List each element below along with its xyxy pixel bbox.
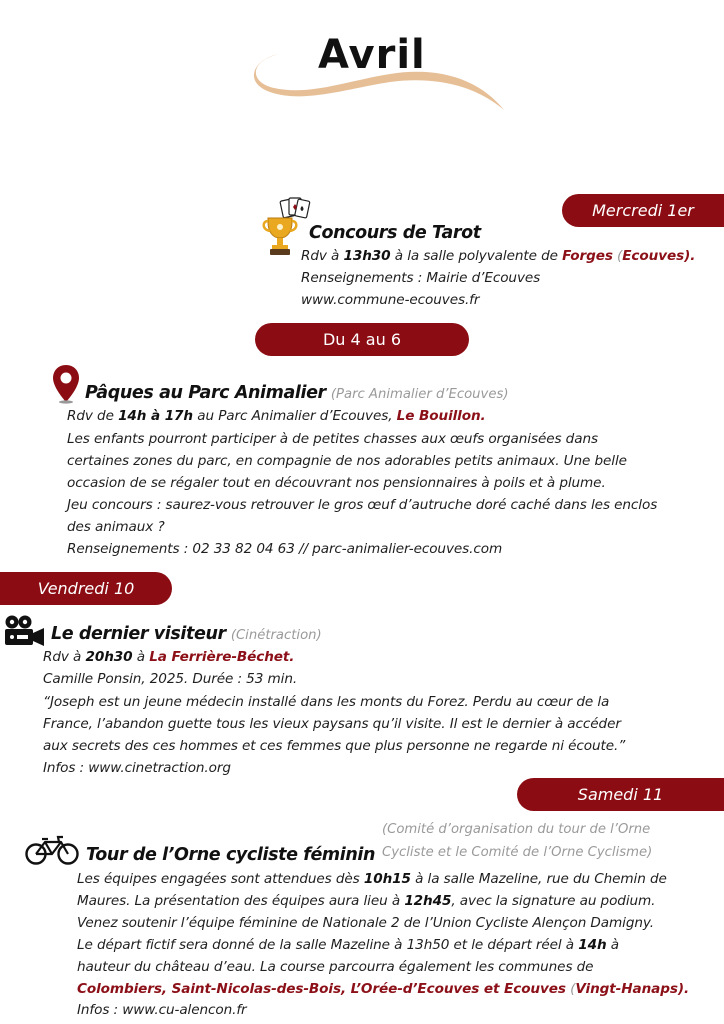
bicycle-icon xyxy=(25,834,79,866)
event-tour-line-2: Maures. La présentation des équipes aura lieu à 12h45, avec la signature au podium. xyxy=(77,893,656,909)
event-paques-line-3: certaines zones du parc, en compagnie de nos adorables petits animaux. Une belle xyxy=(67,453,627,469)
event-header-paques xyxy=(85,383,508,403)
event-organizer-tour-1: (Comité d’organisation du tour de l’Orne xyxy=(382,822,651,837)
date-pill-samedi: Samedi 11 xyxy=(517,778,724,811)
event-tarot-line-2: Renseignements : Mairie d’Ecouves xyxy=(301,270,541,286)
event-paques-line-2: Les enfants pourront participer à de petites chasses aux œufs organisées dans xyxy=(67,431,598,447)
movie-camera-icon xyxy=(2,614,46,650)
event-tour-line-4: Le départ fictif sera donné de la salle Mazeline à 13h50 et le départ réel à 14h à xyxy=(77,937,620,953)
map-pin-icon xyxy=(52,364,80,404)
event-paques-line-7: Renseignements : 02 33 82 04 63 // parc-animalier-ecouves.com xyxy=(67,541,503,557)
month-title: Avril xyxy=(318,32,426,78)
date-pill-vendredi: Vendredi 10 xyxy=(0,572,172,605)
event-visiteur-line-6: Infos : www.cinetraction.org xyxy=(43,760,231,776)
event-paques-line-6: des animaux ? xyxy=(67,519,165,535)
event-title-paques: Pâques au Parc Animalier xyxy=(85,383,326,403)
event-title-visiteur: Le dernier visiteur xyxy=(51,624,226,644)
event-paques-line-4: occasion de se régaler tout en découvrant nos pensionnaires à poils et à plume. xyxy=(67,475,606,491)
event-visiteur-line-2: Camille Ponsin, 2025. Durée : 53 min. xyxy=(43,671,298,687)
event-tour-line-7: Infos : www.cu-alencon.fr xyxy=(77,1002,247,1018)
event-visiteur-line-4: France, l’abandon guette tous les vieux paysans qu’il visite. Il est le dernier à accéder xyxy=(43,716,621,732)
event-tarot-line-3: www.commune-ecouves.fr xyxy=(301,292,480,308)
event-organizer-visiteur: (Cinétraction) xyxy=(230,628,322,643)
event-tarot-line-1: Rdv à 13h30 à la salle polyvalente de Forges (Ecouves). xyxy=(301,248,696,264)
event-organizer-tour-2: Cycliste et le Comité de l’Orne Cyclisme) xyxy=(382,845,653,860)
event-paques-line-1: Rdv de 14h à 17h au Parc Animalier d’Ecouves, Le Bouillon. xyxy=(67,408,486,424)
event-tour-line-3: Venez soutenir l’équipe féminine de Nationale 2 de l’Union Cycliste Alençon Damigny. xyxy=(77,915,655,931)
event-header-visiteur xyxy=(51,624,322,644)
date-pill-mercredi: Mercredi 1er xyxy=(562,194,724,227)
event-visiteur-line-1: Rdv à 20h30 à La Ferrière-Béchet. xyxy=(43,649,295,665)
event-tour-line-6: Colombiers, Saint-Nicolas-des-Bois, L’Orée-d’Ecouves et Ecouves (Vingt-Hanaps). xyxy=(77,981,690,997)
date-pill-du-4-au-6: Du 4 au 6 xyxy=(255,323,469,356)
event-visiteur-line-3: “Joseph est un jeune médecin installé dans les monts du Forez. Perdu au cœur de la xyxy=(43,694,610,710)
event-visiteur-line-5: aux secrets des ces hommes et ces femmes que plus personne ne regarde ni écoute.” xyxy=(43,738,626,754)
event-tour-line-1: Les équipes engagées sont attendues dès 10h15 à la salle Mazeline, rue du Chemin de xyxy=(77,871,667,887)
event-tour-line-5: hauteur du château d’eau. La course parcourra également les communes de xyxy=(77,959,594,975)
event-paques-line-5: Jeu concours : saurez-vous retrouver le gros œuf d’autruche doré caché dans les enclos xyxy=(67,497,658,513)
event-title-tour: Tour de l’Orne cycliste féminin xyxy=(86,845,376,865)
event-organizer-paques: (Parc Animalier d’Ecouves) xyxy=(330,387,509,402)
event-title-tarot: Concours de Tarot xyxy=(309,223,481,243)
